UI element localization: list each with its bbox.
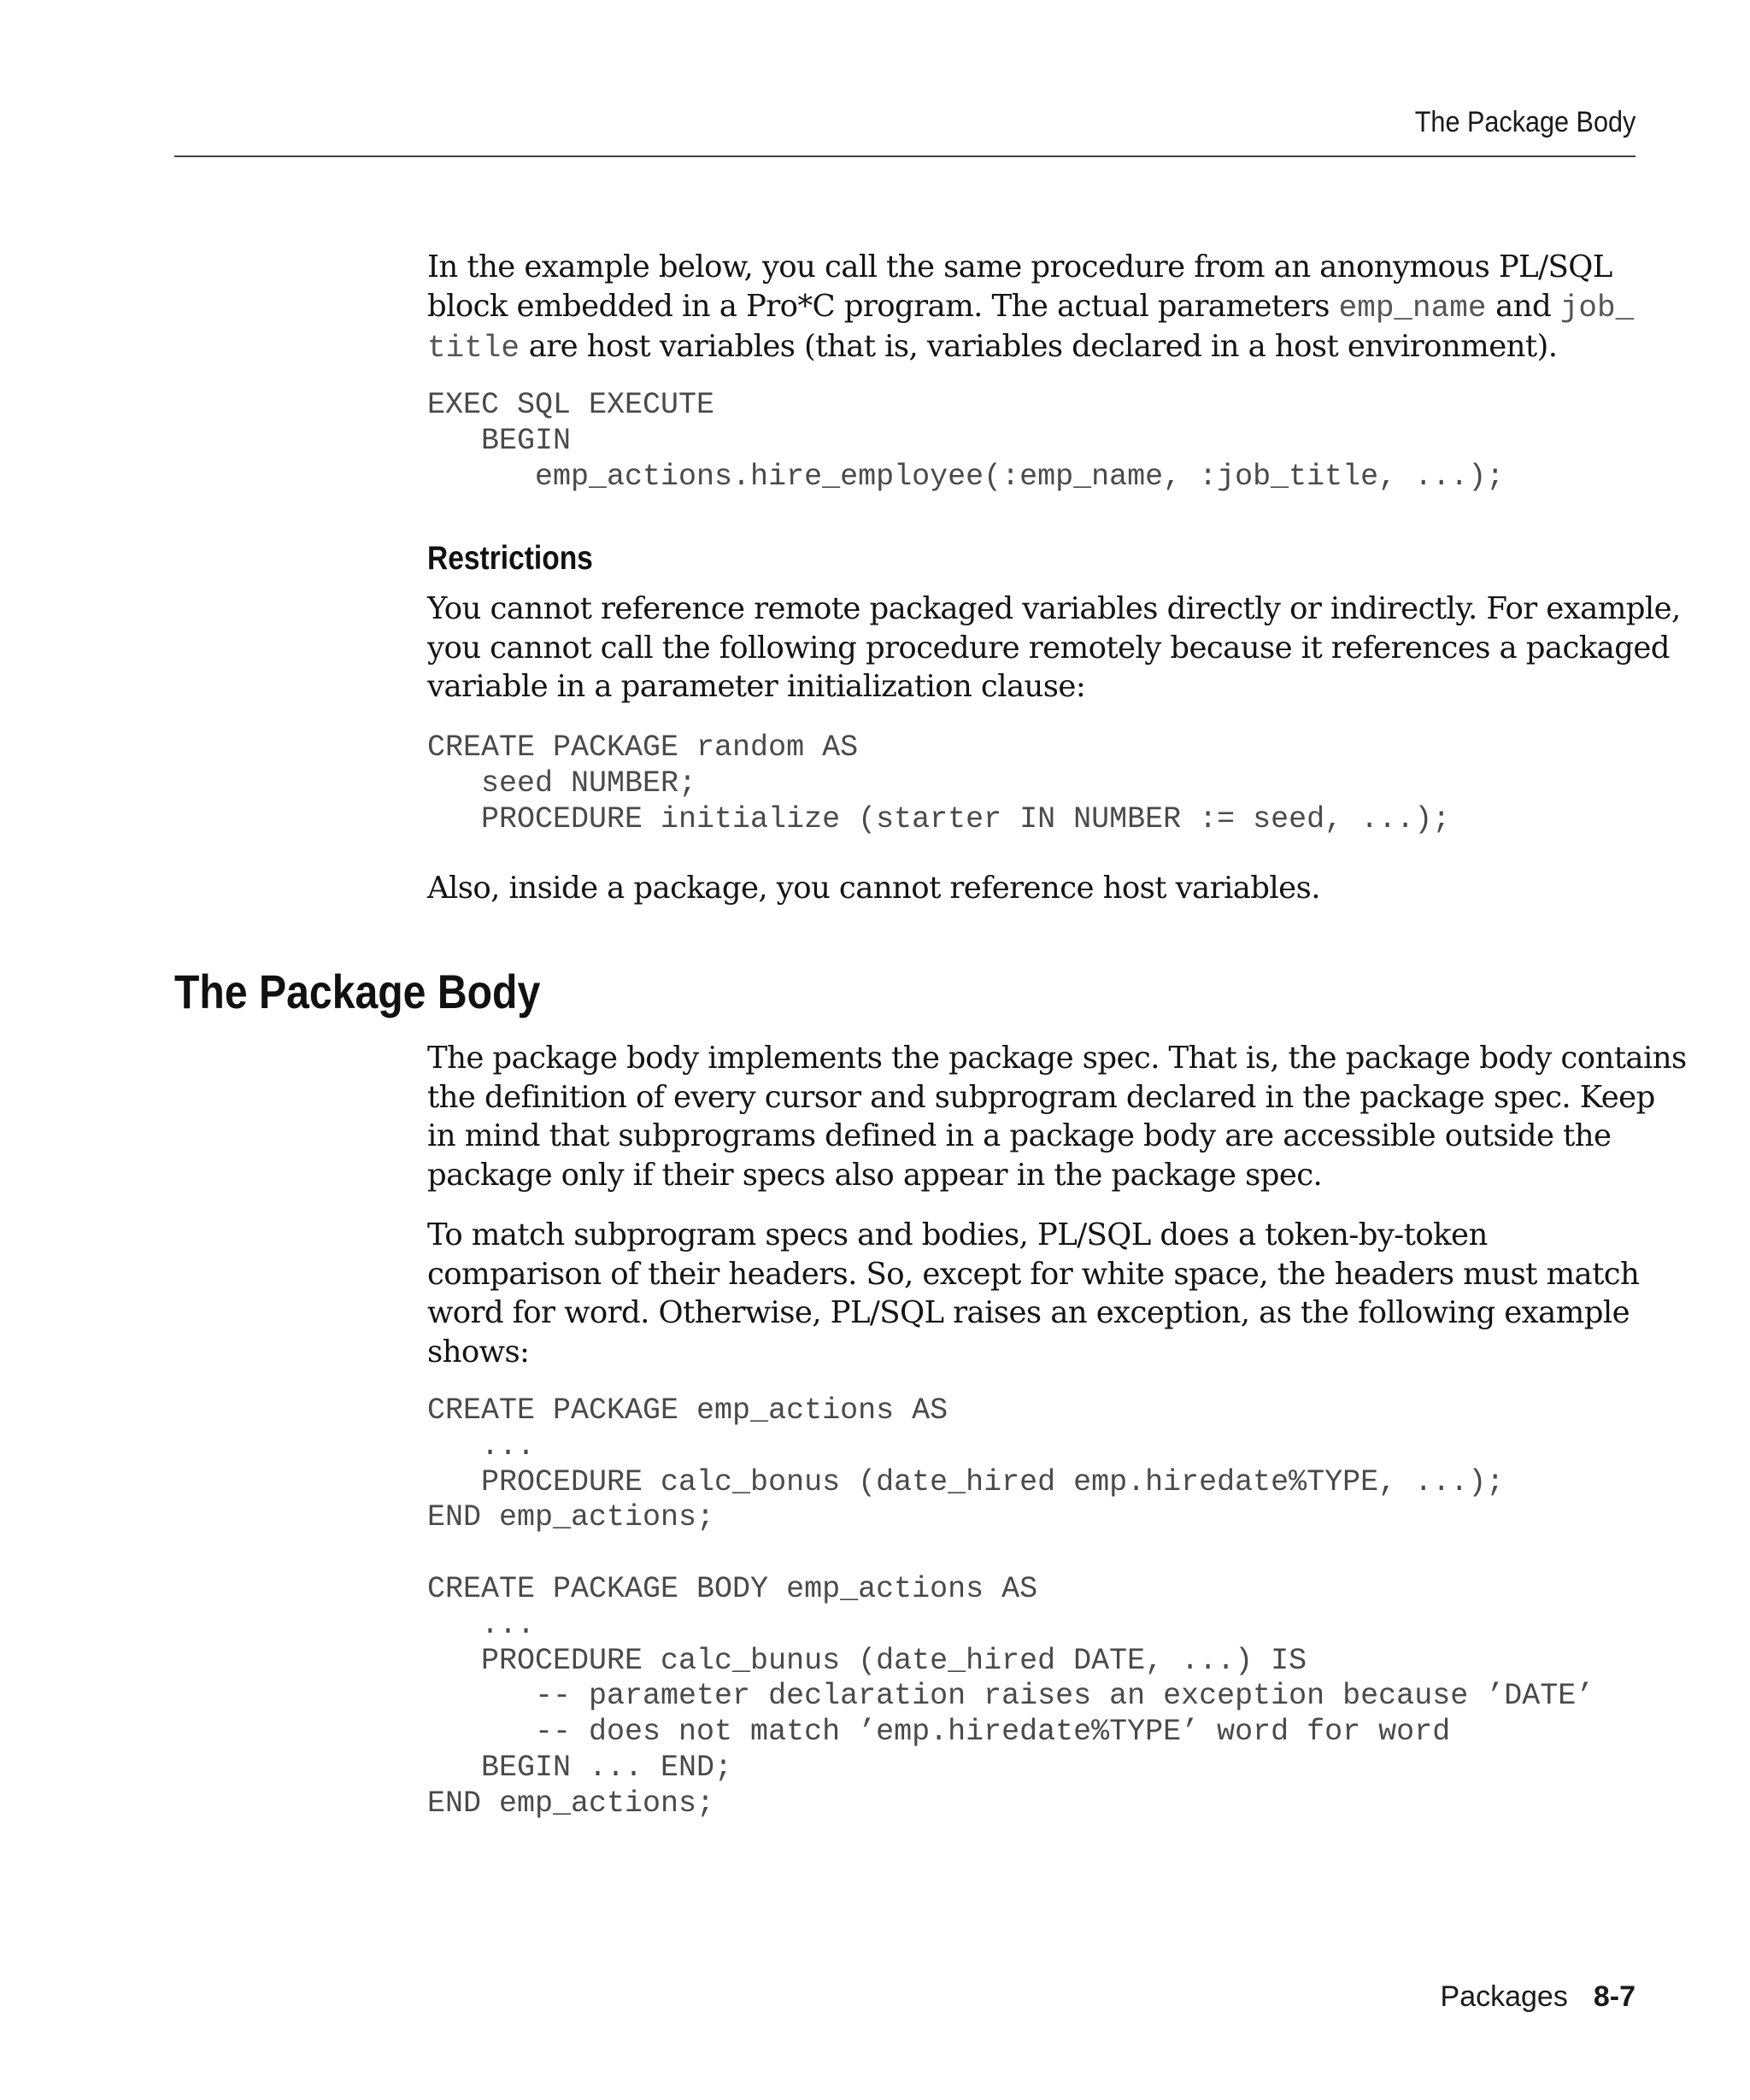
paragraph-line: word for word. Otherwise, PL/SQL raises an exception, as the following example <box>427 1295 1630 1330</box>
intro-line-1 <box>427 248 1641 287</box>
intro-line-2-text: block embedded in a Pro*C program. The actual parameters <box>427 288 1339 324</box>
code-line: EXEC SQL EXECUTE <box>427 388 715 422</box>
code-line: -- does not match ’emp.hiredate%TYPE’ word for word <box>427 1715 1451 1750</box>
paragraph-line: The package body implements the package spec. That is, the package body contains <box>427 1041 1687 1076</box>
code-line: CREATE PACKAGE random AS <box>427 730 859 765</box>
code-line: PROCEDURE calc_bonus (date_hired emp.hiredate%TYPE, ...); <box>427 1464 1505 1499</box>
code-line: CREATE PACKAGE emp_actions AS <box>427 1393 948 1428</box>
code-line: PROCEDURE calc_bunus (date_hired DATE, ...) IS <box>427 1643 1307 1678</box>
footer-chapter: Packages <box>1440 1980 1568 2013</box>
paragraph-line: To match subprogram specs and bodies, PL/SQL does a token-by-token <box>427 1217 1488 1252</box>
intro-line-2 <box>427 287 1641 328</box>
intro-paragraph <box>427 248 1641 368</box>
code-line: CREATE PACKAGE BODY emp_actions AS <box>427 1571 1038 1606</box>
code-job-title-part2: title <box>427 331 520 366</box>
restrictions-heading: Restrictions <box>427 540 593 577</box>
code-line: -- parameter declaration raises an exception because ’DATE’ <box>427 1679 1594 1714</box>
section-heading-package-body: The Package Body <box>174 965 541 1018</box>
host-variables-note: Also, inside a package, you cannot reference host variables. <box>427 871 1320 906</box>
package-body-paragraph-2 <box>427 1216 1641 1371</box>
paragraph-line: shows: <box>427 1334 530 1370</box>
code-line: BEGIN ... END; <box>427 1750 733 1785</box>
footer-page-number: 8-7 <box>1593 1980 1635 2013</box>
code-line: emp_actions.hire_employee(:emp_name, :job_title, ...); <box>427 459 1505 494</box>
code-line: BEGIN <box>427 423 572 458</box>
paragraph-line: in mind that subprograms defined in a package body are accessible outside the <box>427 1118 1612 1153</box>
page-footer <box>1441 1980 1635 2014</box>
code-line: END emp_actions; <box>427 1500 715 1535</box>
intro-line-1-text: In the example below, you call the same procedure from an anonymous PL/SQL <box>427 249 1612 284</box>
code-line: ... <box>427 1428 536 1464</box>
paragraph-line: the definition of every cursor and subprogram declared in the package spec. Keep <box>427 1079 1655 1115</box>
package-body-paragraph-1 <box>427 1039 1687 1194</box>
code-line: PROCEDURE initialize (starter IN NUMBER := seed, ...); <box>427 801 1451 836</box>
code-emp-name: emp_name <box>1338 290 1487 326</box>
paragraph-line: comparison of their headers. So, except for white space, the headers must match <box>427 1256 1640 1292</box>
code-line: seed NUMBER; <box>427 766 697 801</box>
intro-line-3 <box>427 327 1641 368</box>
code-line: ... <box>427 1607 536 1642</box>
intro-line-3-text: are host variables (that is, variables declared in a host environment). <box>520 329 1558 364</box>
paragraph-line: You cannot reference remote packaged variables directly or indirectly. For example, <box>427 591 1681 626</box>
paragraph-line: package only if their specs also appear in the package spec. <box>427 1157 1323 1193</box>
code-job-title-part1: job_ <box>1559 290 1635 326</box>
intro-line-2-and: and <box>1486 288 1560 324</box>
header-rule <box>174 155 1635 157</box>
restrictions-paragraph <box>427 590 1681 707</box>
paragraph-line: variable in a parameter initialization clause: <box>427 669 1086 704</box>
code-block-random <box>427 730 1641 837</box>
running-header-title: The Package Body <box>1414 106 1635 138</box>
paragraph-line: you cannot call the following procedure remotely because it references a packaged <box>427 630 1670 666</box>
code-line <box>427 1536 1641 1572</box>
code-block-emp-actions <box>427 1393 1641 1822</box>
code-block-exec-sql <box>427 388 1641 495</box>
code-line: END emp_actions; <box>427 1786 715 1821</box>
